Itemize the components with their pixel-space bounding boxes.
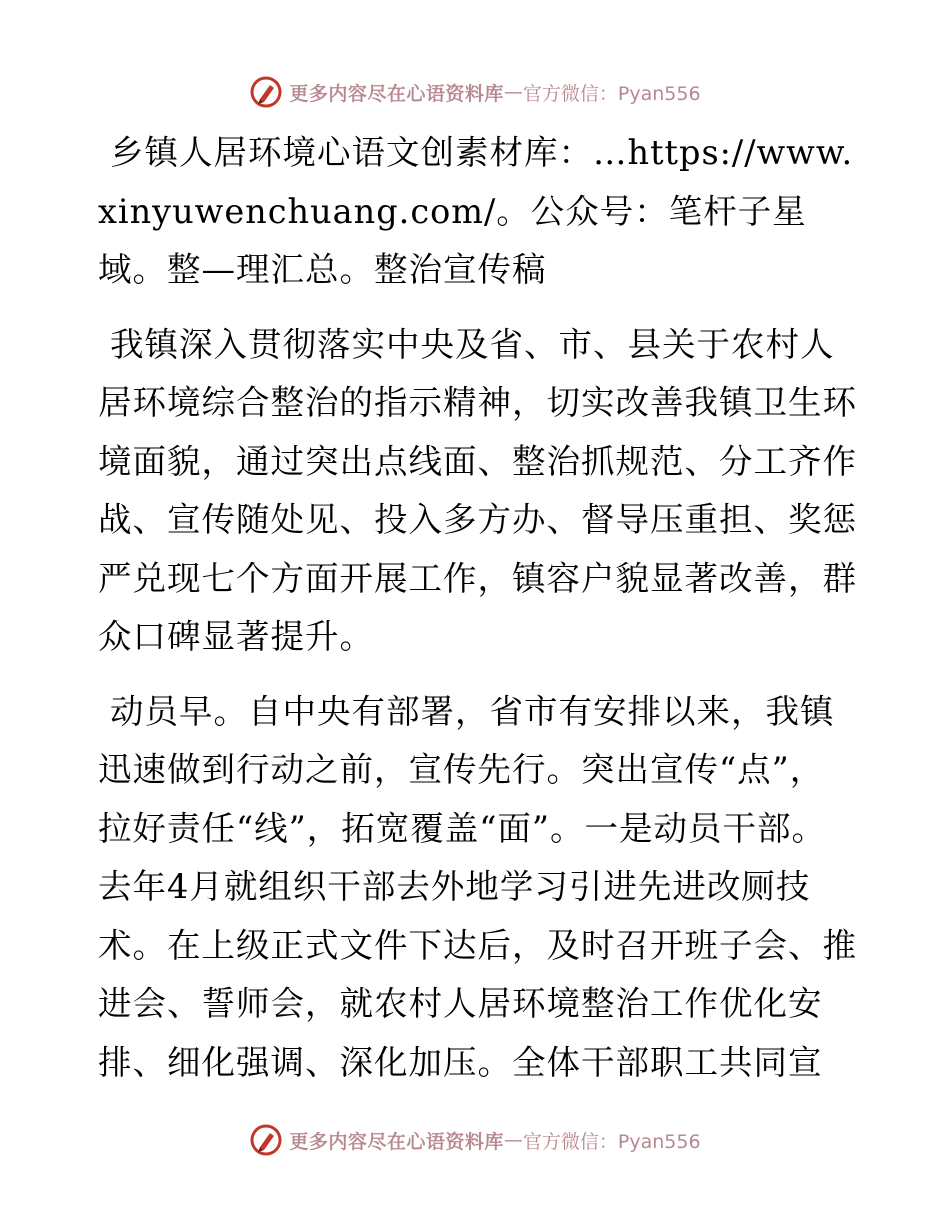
- footer-banner-dash: —: [503, 1129, 523, 1151]
- header-banner-text: 更多内容尽在心语资料库: [289, 82, 504, 105]
- footer-watermark-banner: [0, 1120, 950, 1160]
- header-banner-dash: —: [503, 81, 523, 103]
- pen-logo-icon: [249, 1123, 283, 1157]
- header-banner-wechat: 官方微信：Pyan556: [522, 82, 701, 105]
- header-watermark-banner: [0, 72, 950, 112]
- pen-logo-icon: [249, 75, 283, 109]
- footer-banner-text: 更多内容尽在心语资料库: [289, 1130, 504, 1153]
- paragraph-overview: 我镇深入贯彻落实中央及省、市、县关于农村人居环境综合整治的指示精神，切实改善我镇卫生环境面貌，通过突出点线面、整治抓规范、分工齐作战、宣传随处见、投入多方办、督导压重担、奖惩严兑现七个方面开展工作，镇容户貌显著改善，群众口碑显著提升。: [98, 324, 857, 656]
- footer-banner-wechat: 官方微信：Pyan556: [522, 1130, 701, 1153]
- paragraph-mobilization: 动员早。自中央有部署，省市有安排以来，我镇迅速做到行动之前，宣传先行。突出宣传“点”，拉好责任“线”，拓宽覆盖“面”。一是动员干部。去年4月就组织干部去外地学习引进先进改厕技术。在上级正式文件下达后，及时召开班子会、推进会、誓师会，就农村人居环境整治工作优化安排、细化强调、深化加压。全体干部职工共同宣: [98, 691, 857, 1082]
- document-body: [98, 124, 858, 1108]
- header-banner-inner: [249, 75, 700, 109]
- paragraph-title-source: 乡镇人居环境心语文创素材库：…https://www.xinyuwenchuang.com/。公众号：笔杆子星域。整—理汇总。整治宣传稿: [98, 133, 854, 289]
- footer-banner-inner: [249, 1123, 700, 1157]
